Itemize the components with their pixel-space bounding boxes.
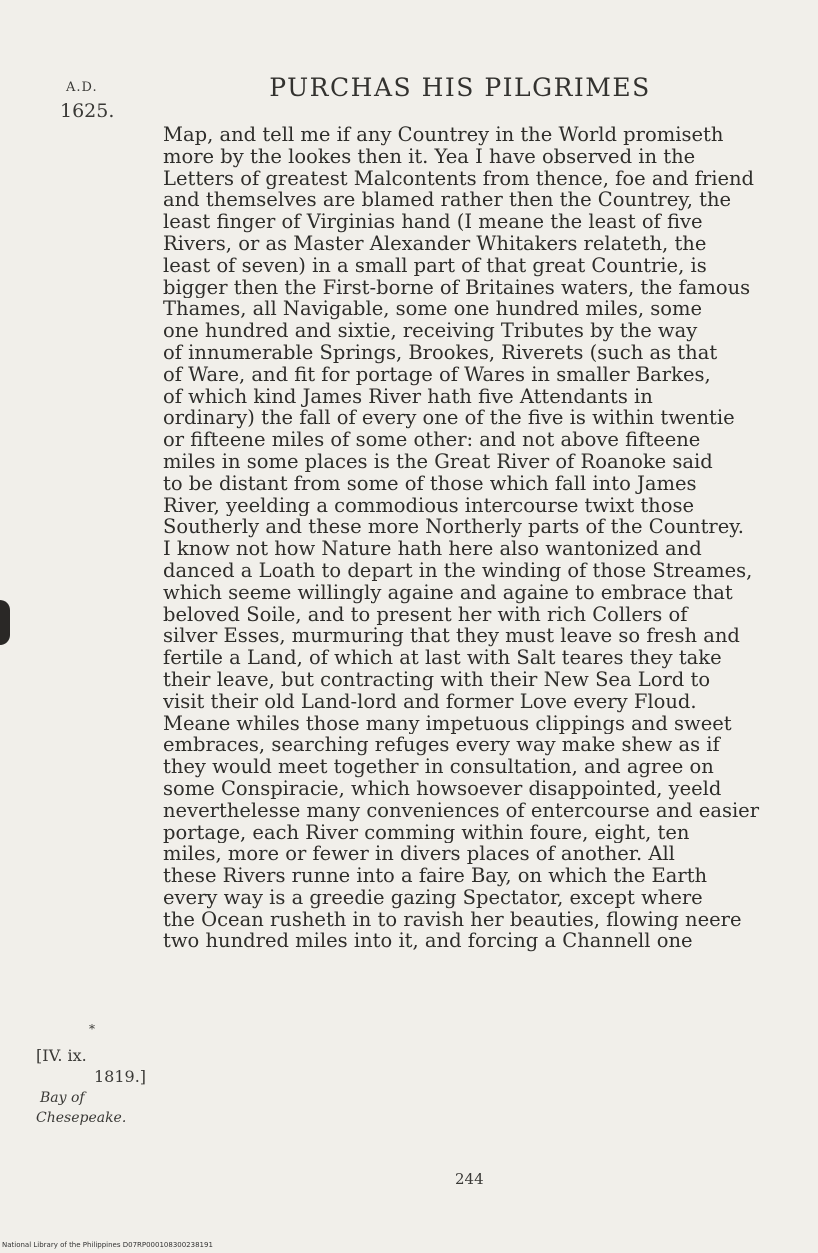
text-line: more by the lookes then it. Yea I have observed in the (163, 145, 696, 168)
text-line: or fifteene miles of some other: and not above fifteene (163, 429, 701, 451)
text-line: every way is a greedie gazing Spectator, except where (163, 886, 703, 909)
margin-side-note: Bay of (40, 1090, 85, 1106)
text-line: embraces, searching refuges every way make shew as if (163, 734, 720, 757)
scan-credit: National Library of the Philippines D07RP000108300238191 (2, 1241, 213, 1249)
text-line: of innumerable Springs, Brookes, Riverets (such as that (163, 341, 718, 364)
text-line: Southerly and these more Northerly parts of the Countrey. (163, 516, 744, 539)
running-title: PURCHAS HIS PILGRIMES (269, 73, 651, 102)
text-line: portage, each River comming within foure, eight, ten (163, 821, 690, 844)
text-line: to be distant from some of those which fall into James (163, 472, 697, 495)
text-line: ordinary) the fall of every one of the five is within twentie (163, 407, 735, 430)
text-line: least finger of Virginias hand (I meane the least of five (163, 211, 703, 233)
text-line: Letters of greatest Malcontents from thence, foe and friend (163, 167, 755, 190)
text-line: of Ware, and fit for portage of Wares in smaller Barkes, (163, 363, 711, 386)
text-line: one hundred and sixtie, receiving Tributes by the way (163, 320, 698, 342)
year: 1625. (60, 100, 115, 122)
page-edge-shadow (0, 600, 10, 645)
text-line: miles in some places is the Great River of Roanoke said (163, 450, 713, 473)
text-line: Thames, all Navigable, some one hundred miles, some (163, 298, 703, 321)
text-line: they would meet together in consultation, and agree on (163, 756, 714, 778)
text-line: danced a Loath to depart in the winding of those Streames, (163, 559, 753, 582)
text-line: neverthelesse many conveniences of entercourse and easier (163, 799, 760, 822)
text-line: Map, and tell me if any Countrey in the World promiseth (163, 124, 724, 146)
text-line: River, yeelding a commodious intercourse twixt those (163, 494, 695, 517)
margin-side-note-cont: Chesepeake. (36, 1110, 127, 1126)
body-text (163, 124, 793, 952)
text-line: these Rivers runne into a faire Bay, on which the Earth (163, 865, 708, 887)
text-line: Meane whiles those many impetuous clippings and sweet (163, 712, 732, 735)
margin-reference-cont: 1819.] (94, 1067, 147, 1086)
page-number: 244 (455, 1170, 484, 1188)
text-line: and themselves are blamed rather then the Countrey, the (163, 189, 732, 212)
text-line: which seeme willingly againe and againe to embrace that (163, 581, 733, 604)
margin-reference: [IV. ix. (36, 1046, 87, 1065)
text-line: fertile a Land, of which at last with Salt teares they take (163, 647, 722, 669)
text-line: silver Esses, murmuring that they must leave so fresh and (163, 625, 740, 648)
year-label: A.D. (66, 80, 98, 95)
text-line: two hundred miles into it, and forcing a Channell one (163, 930, 693, 953)
text-line: the Ocean rusheth in to ravish her beauties, flowing neere (163, 908, 742, 931)
text-line: beloved Soile, and to present her with rich Collers of (163, 603, 688, 626)
text-line: of which kind James River hath five Attendants in (163, 385, 653, 408)
text-line: I know not how Nature hath here also wantonized and (163, 538, 702, 560)
text-line: their leave, but contracting with their New Sea Lord to (163, 668, 711, 691)
margin-asterisk: * (89, 1022, 95, 1036)
text-line: bigger then the First-borne of Britaines waters, the famous (163, 276, 751, 299)
text-line: visit their old Land-lord and former Love every Floud. (163, 690, 697, 713)
text-line: miles, more or fewer in divers places of another. All (163, 843, 675, 866)
text-line: Rivers, or as Master Alexander Whitakers relateth, the (163, 232, 707, 255)
text-line: some Conspiracie, which howsoever disappointed, yeeld (163, 777, 722, 800)
text-line: least of seven) in a small part of that great Countrie, is (163, 254, 707, 277)
